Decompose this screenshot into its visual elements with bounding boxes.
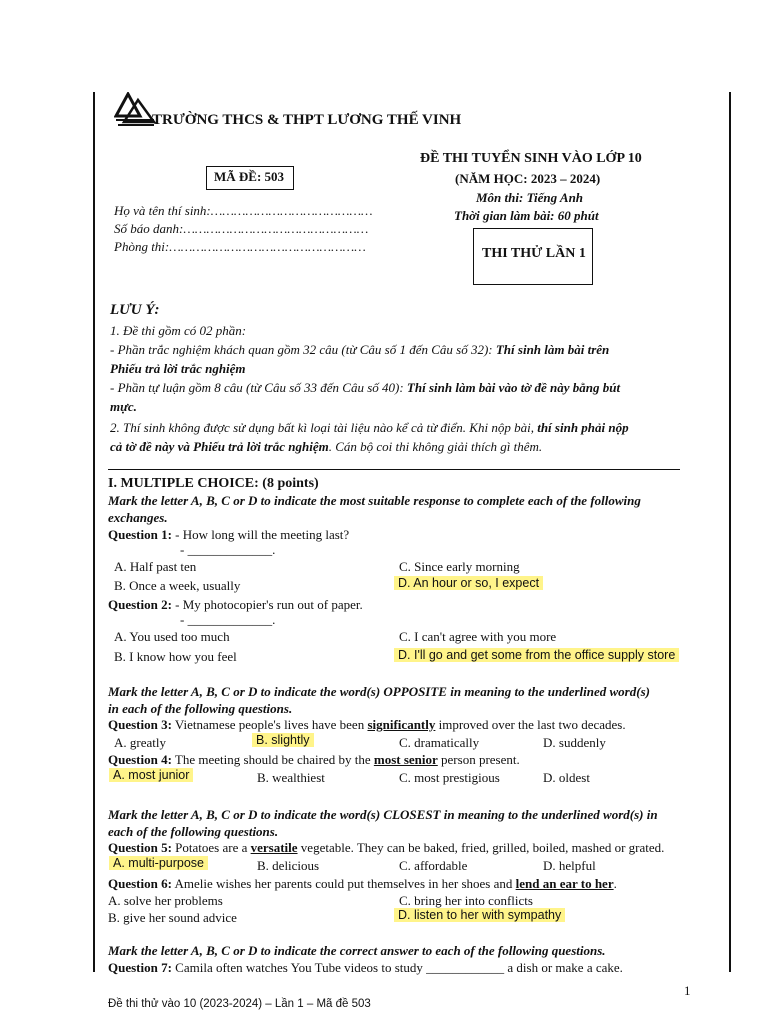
q6-option-d: D. listen to her with sympathy — [394, 908, 565, 922]
question-text-end: . — [613, 876, 617, 891]
q3-option-c: C. dramatically — [399, 735, 480, 750]
q4-option-c: C. most prestigious — [399, 770, 500, 785]
q4-option-b: B. wealthiest — [257, 770, 325, 785]
q4-option-a: A. most junior — [109, 768, 193, 782]
q2-option-b: B. I know how you feel — [114, 649, 237, 664]
instruction-3: Mark the letter A, B, C or D to indicate the word(s) CLOSEST in meaning to the underlined word(s) in — [108, 807, 658, 822]
q1-option-d: D. An hour or so, I expect — [394, 576, 543, 590]
notes-title: LƯU Ý: — [110, 302, 160, 318]
q1-option-b: B. Once a week, usually — [114, 578, 241, 593]
question-text-end: improved over the last two decades. — [435, 717, 626, 732]
question-text: Camila often watches You Tube videos to study ____________ a dish or make a cake. — [171, 960, 623, 975]
q2-option-d: D. I'll go and get some from the office supply store — [394, 648, 679, 662]
section-divider — [108, 469, 680, 470]
question-text: Potatoes are a — [171, 840, 251, 855]
note-2-emphasis: Thí sinh làm bài trên — [495, 342, 610, 357]
question-label: Question 1: — [108, 527, 172, 542]
note-3-text: - Phần tự luận gồm 8 câu (từ Câu số 33 đến Câu số 40): — [110, 380, 407, 395]
question-label: Question 3: — [108, 717, 172, 732]
note-4-cont — [110, 439, 542, 455]
school-year: (NĂM HỌC: 2023 – 2024) — [455, 171, 601, 186]
note-3-emphasis: Thí sinh làm bài vào tờ đề này bằng bút — [406, 380, 621, 395]
question-1-blank: - _____________. — [180, 542, 276, 557]
question-text: Vietnamese people's lives have been — [171, 717, 368, 732]
question-label: Question 6: — [108, 876, 172, 891]
note-3-cont: mực. — [110, 399, 137, 414]
question-label: Question 5: — [108, 840, 172, 855]
q3-option-a: A. greatly — [114, 735, 166, 750]
question-5 — [108, 840, 664, 856]
note-4-emphasis: thí sinh phải nộp — [537, 420, 629, 435]
q1-option-c: C. Since early morning — [399, 559, 520, 574]
q6-option-b: B. give her sound advice — [108, 910, 237, 925]
duration: Thời gian làm bài: 60 phút — [454, 208, 599, 223]
subject: Môn thi: Tiếng Anh — [476, 190, 584, 205]
school-logo-icon — [114, 92, 156, 128]
footer-text: Đề thi thử vào 10 (2023-2024) – Lần 1 – Mã đề 503 — [108, 998, 371, 1010]
note-2 — [110, 342, 609, 358]
q5-option-c: C. affordable — [399, 858, 468, 873]
underlined-word: significantly — [367, 717, 436, 732]
instruction-2-cont: in each of the following questions. — [108, 701, 293, 716]
instruction-1-cont: exchanges. — [108, 510, 168, 525]
question-text: Amelie wishes her parents could put themselves in her shoes and — [171, 876, 516, 891]
candidate-number-field: Số báo danh:………………………………………… — [114, 221, 369, 236]
question-text-end: person present. — [437, 752, 520, 767]
note-1: 1. Đề thi gồm có 02 phần: — [110, 323, 247, 338]
page-number: 1 — [684, 983, 691, 998]
q5-option-a: A. multi-purpose — [109, 856, 208, 870]
right-border — [729, 92, 731, 972]
q5-option-b: B. delicious — [257, 858, 320, 873]
question-1 — [108, 527, 349, 543]
question-4 — [108, 752, 520, 768]
underlined-word: versatile — [250, 840, 298, 855]
question-label: Question 2: — [108, 597, 172, 612]
question-text: The meeting should be chaired by the — [171, 752, 374, 767]
question-label: Question 7: — [108, 960, 172, 975]
room-field: Phòng thi:…………………………………………… — [114, 239, 366, 254]
q4-option-d: D. oldest — [543, 770, 590, 785]
note-4-end: . Cán bộ coi thi không giải thích gì thêm. — [328, 439, 543, 454]
underlined-word: lend an ear to her — [515, 876, 614, 891]
instruction-3-cont: each of the following questions. — [108, 824, 279, 839]
question-text: - How long will the meeting last? — [171, 527, 350, 542]
instruction-4: Mark the letter A, B, C or D to indicate the correct answer to each of the following questions. — [108, 943, 606, 958]
question-text-end: vegetable. They can be baked, fried, grilled, boiled, mashed or grated. — [297, 840, 665, 855]
note-2-cont: Phiếu trả lời trắc nghiệm — [110, 361, 246, 376]
question-2 — [108, 597, 363, 613]
q2-option-c: C. I can't agree with you more — [399, 629, 557, 644]
exam-code: MÃ ĐỀ: 503 — [214, 169, 285, 184]
underlined-word: most senior — [373, 752, 438, 767]
trial-label: THI THỬ LẦN 1 — [482, 246, 586, 261]
q3-option-b: B. slightly — [252, 733, 314, 747]
exam-title: ĐỀ THI TUYỂN SINH VÀO LỚP 10 — [420, 151, 642, 166]
left-border — [93, 92, 95, 972]
note-4-text: 2. Thí sinh không được sử dụng bất kì loại tài liệu nào kể cả từ điển. Khi nộp bài, — [110, 420, 538, 435]
question-7 — [108, 960, 623, 976]
q1-option-a: A. Half past ten — [114, 559, 197, 574]
note-4 — [110, 420, 629, 436]
q5-option-d: D. helpful — [543, 858, 596, 873]
question-2-blank: - _____________. — [180, 612, 276, 627]
q6-option-c: C. bring her into conflicts — [399, 893, 533, 908]
note-2-text: - Phần trắc nghiệm khách quan gồm 32 câu (từ Câu số 1 đến Câu số 32): — [110, 342, 496, 357]
q2-option-a: A. You used too much — [114, 629, 230, 644]
question-6 — [108, 876, 617, 892]
question-3 — [108, 717, 626, 733]
note-3 — [110, 380, 620, 396]
question-text: - My photocopier's run out of paper. — [171, 597, 363, 612]
q3-option-d: D. suddenly — [543, 735, 606, 750]
q6-option-a: A. solve her problems — [108, 893, 223, 908]
note-4-emphasis-2: cả tờ đề này và Phiếu trả lời trắc nghiệm — [110, 439, 329, 454]
question-label: Question 4: — [108, 752, 172, 767]
section-title: I. MULTIPLE CHOICE: (8 points) — [108, 476, 319, 491]
instruction-2: Mark the letter A, B, C or D to indicate the word(s) OPPOSITE in meaning to the underlined word(s) — [108, 684, 650, 699]
school-name: TRƯỜNG THCS & THPT LƯƠNG THẾ VINH — [152, 112, 462, 128]
candidate-name-field: Họ và tên thí sinh:…………………………………… — [114, 203, 373, 218]
instruction-1: Mark the letter A, B, C or D to indicate the most suitable response to complete each of the following — [108, 493, 641, 508]
